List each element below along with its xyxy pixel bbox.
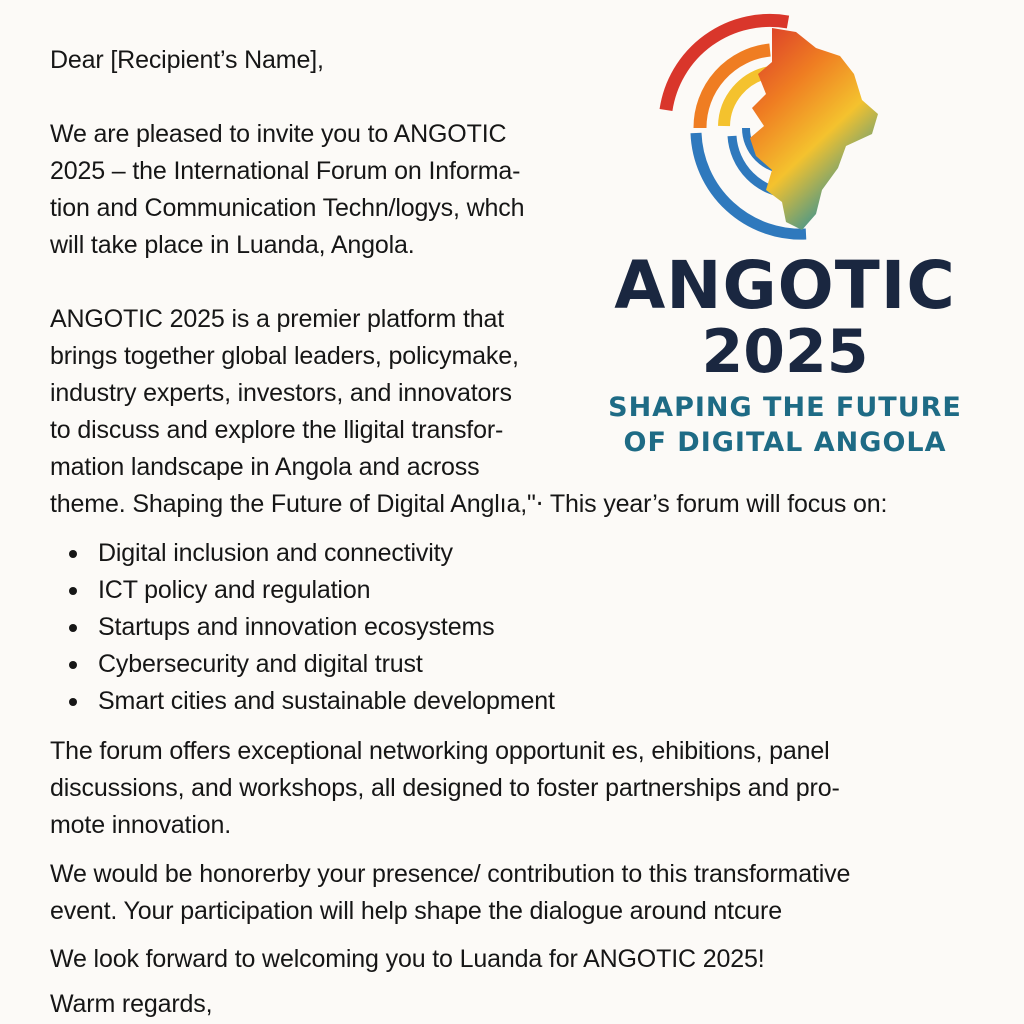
list-item-text: Cybersecurity and digital trust (98, 650, 423, 678)
paragraph-line: brings together global leaders, policymake, (50, 342, 519, 370)
paragraph-line: We are pleased to invite you to ANGOTIC (50, 120, 507, 148)
logo-year: 2025 (701, 317, 869, 387)
list-item-text: ICT policy and regulation (98, 576, 371, 604)
list-item-text: Digital inclusion and connectivity (98, 539, 453, 567)
closing: Warm regards, (50, 990, 213, 1018)
paragraph-line: industry experts, investors, and innovators (50, 379, 512, 407)
logo-tagline: OF DIGITAL ANGOLA (623, 427, 947, 458)
paragraph-line: mote innovation. (50, 811, 232, 839)
salutation: Dear [Recipient’s Name], (50, 46, 324, 74)
list-item-text: Startups and innovation ecosystems (98, 613, 495, 641)
bullet-icon (69, 550, 77, 558)
bullet-icon (69, 587, 77, 595)
angola-map-ring-icon (640, 8, 890, 248)
logo-tagline: SHAPING THE FUTURE (608, 392, 962, 423)
bullet-icon (69, 624, 77, 632)
paragraph-line: ANGOTIC 2025 is a premier platform that (50, 305, 505, 333)
paragraph-line: We would be honorerby your presence/ contribution to this transformative (50, 860, 851, 888)
paragraph-welcome: We look forward to welcoming you to Luanda for ANGOTIC 2025! (50, 945, 765, 973)
paragraph-line: The forum offers exceptional networking opportunit es, ehibitions, panel (50, 737, 830, 765)
logo-title: ANGOTIC (614, 247, 956, 324)
paragraph-line: to discuss and explore the lligital transfor- (50, 416, 504, 444)
paragraph-line: tion and Communication Techn/logys, whch (50, 194, 525, 222)
list-item-text: Smart cities and sustainable development (98, 687, 555, 715)
paragraph-line: event. Your participation will help shape the dialogue around ntcure (50, 897, 782, 925)
bullet-icon (69, 698, 77, 706)
paragraph-line: discussions, and workshops, all designed to foster partnerships and pro- (50, 774, 840, 802)
paragraph-line: mation landscape in Angola and across (50, 453, 480, 481)
paragraph-line: theme. Shaping the Future of Digital Anglıa,"⋅ This year’s forum will focus on: (50, 490, 888, 518)
paragraph-line: 2025 – the International Forum on Informa- (50, 157, 521, 185)
paragraph-line: will take place in Luanda, Angola. (50, 231, 415, 259)
bullet-icon (69, 661, 77, 669)
